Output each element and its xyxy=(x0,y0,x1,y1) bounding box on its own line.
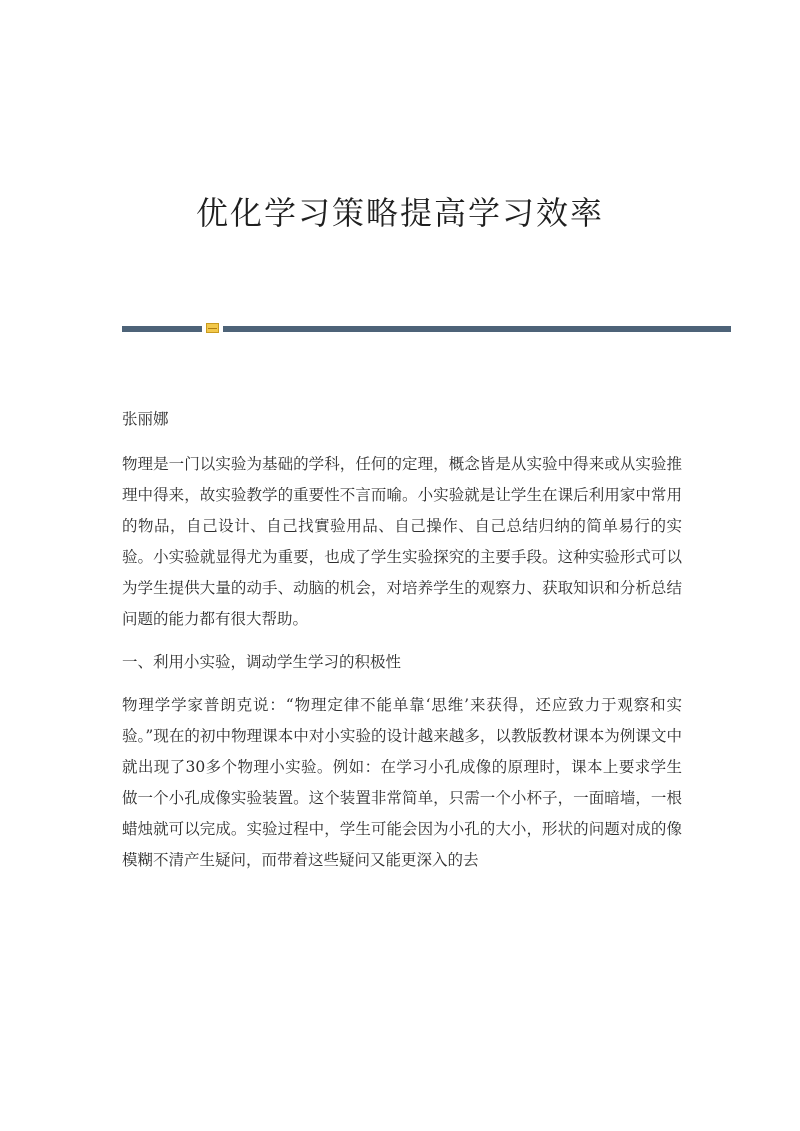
paragraph-section-1: 物理学学家普朗克说：“物理定律不能单靠‘思维’来获得，还应致力于观察和实验。”现在的初中物理课本中对小实验的设计越来越多，以教版教材课本为例课文中就出现了30多个物理小实验。例如：在学习小孔成像的原理时，课本上要求学生做一个小孔成像实验装置。这个装置非常简单，只需一个小杯子，一面暗墙，一根蜡烛就可以完成。实验过程中，学生可能会因为小孔的大小，形状的问题对成的像模糊不清产生疑问，而带着这些疑问又能更深入的去 xyxy=(122,696,682,869)
document-body xyxy=(122,404,682,888)
document-title: 优化学习策略提高学习效率 xyxy=(195,194,604,232)
author-name: 张丽娜 xyxy=(122,410,169,428)
paragraph-intro: 物理是一门以实验为基础的学科，任何的定理，概念皆是从实验中得来或从实验推理中得来，故实验教学的重要性不言而喻。小实验就是让学生在课后利用家中常用的物品，自己设计、自己找實验用品、自己操作、自己总结归纳的简单易行的实验。小实验就显得尤为重要，也成了学生实验探究的主要手段。这种实验形式可以为学生提供大量的动手、动脑的机会，对培养学生的观察力、获取知识和分析总结问题的能力都有很大帮助。 xyxy=(122,455,682,628)
section-heading-1: 一、利用小实验，调动学生学习的积极性 xyxy=(122,653,402,671)
divider-bar-right xyxy=(223,326,731,332)
title-divider xyxy=(122,326,731,332)
divider-bar-left xyxy=(122,326,202,332)
envelope-icon xyxy=(206,323,219,333)
